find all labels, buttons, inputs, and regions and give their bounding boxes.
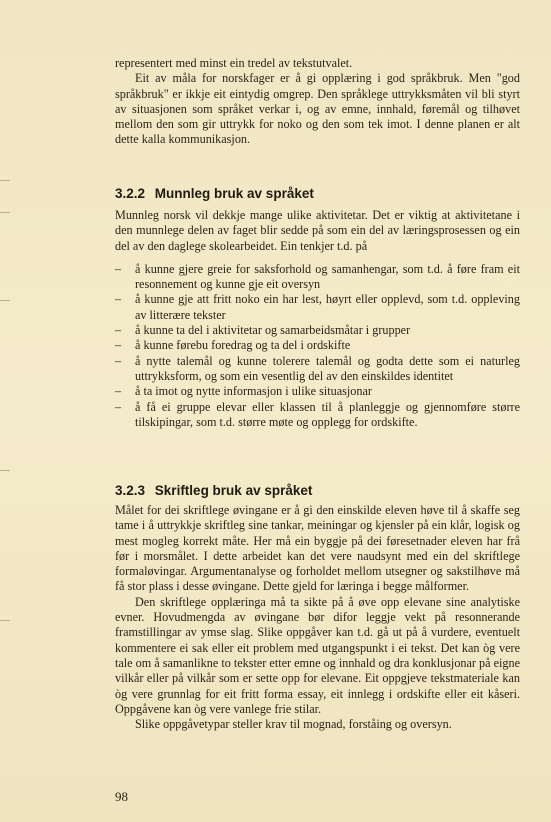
intro-text xyxy=(115,56,520,148)
section-heading-written xyxy=(115,483,312,499)
margin-mark xyxy=(0,300,10,301)
list-item: – å kunne gjere greie for saksforhold og samanhengar, som t.d. å føre fram eit resonnement og kunne gje eit oversyn xyxy=(115,262,520,293)
list-item: – å nytte talemål og kunne tolerere talemål og godta dette som ei naturleg uttrykksform, og som ein vesentlig del av den einskildes identitet xyxy=(115,354,520,385)
paragraph: Målet for dei skriftlege øvingane er å gi den einskilde eleven høve til å skaffe seg tame i å uttrykkje skriftleg sine tankar, meiningar og kjensler på ein klår, logisk og mest mogleg korrekt måte. Her må ein byggje på dei føresetnader eleven har frå før i morsmålet. I dette arbeidet kan det vere naudsynt med ein del skriftlege formaløvingar. Argumentanalyse og forholdet mellom utsegner og sakstilhøve må få stor plass i desse øvingane. Dette gjeld for læringa i begge målformer. xyxy=(115,503,520,594)
section-written-body xyxy=(115,503,520,732)
activity-list xyxy=(115,262,520,430)
section-number: 3.2.2 xyxy=(115,186,146,201)
list-item: – å ta imot og nytte informasjon i ulike situasjonar xyxy=(115,384,520,399)
intro-line: representert med minst ein tredel av tekstutvalet. xyxy=(115,56,353,70)
section-heading-oral xyxy=(115,186,314,202)
margin-mark xyxy=(0,212,10,213)
section-title: Munnleg bruk av språket xyxy=(154,186,314,201)
list-item: – å få ei gruppe elevar eller klassen til å planleggje og gjennomføre større tilskipingar, som t.d. større møte og opplegg for ordskifte. xyxy=(115,400,520,431)
page-number: 98 xyxy=(115,789,128,804)
paragraph: Den skriftlege opplæringa må ta sikte på å øve opp elevane sine analytiske evner. Hovudmengda av øvingane bør difor leggje vekt på resonnerande framstillingar av ymse slag. Slike oppgåver kan t.d. gå ut på å vurdere, eventuelt kommentere ei sak eller eit problem med utgangspunkt i ei tekst. Det kan òg vere tale om å samanlikne to tekster etter emne og innhald og dra konklusjonar på eigne vilkår eller på vilkår som er sette opp for elevane. Eit oppgjeve tekstmateriale kan òg vere grunnlag for eit fritt forma essay, eit innlegg i ordskifte eller eit kåseri. Oppgåvene kan òg vere vanlege frie stilar. xyxy=(115,594,520,716)
section-title: Skriftleg bruk av språket xyxy=(154,483,313,498)
section-number: 3.2.3 xyxy=(115,483,146,498)
list-item: – å kunne førebu foredrag og ta del i ordskifte xyxy=(115,338,520,353)
section-oral-body xyxy=(115,208,520,430)
list-item: – å kunne gje att fritt noko ein har lest, høyrt eller opplevd, som t.d. oppleving av litterære tekster xyxy=(115,292,520,323)
paragraph: Slike oppgåvetypar steller krav til mognad, forståing og oversyn. xyxy=(135,717,452,732)
margin-mark xyxy=(0,470,10,471)
list-item: – å kunne ta del i aktivitetar og samarbeidsmåtar i grupper xyxy=(115,323,520,338)
intro-paragraph: Eit av måla for norskfager er å gi opplæring i god språkbruk. Men "god språkbruk" er ikkje eit eintydig omgrep. Den språklege uttrykksmåten vil bli styrt av situasjonen som språket verkar i, og av emne, innhald, føremål og tilhøvet mellom den som gir uttrykk for noko og den som tek imot. I denne planen er alt dette kalla kommunikasjon. xyxy=(115,71,520,147)
margin-mark xyxy=(0,620,10,621)
section-intro: Munnleg norsk vil dekkje mange ulike aktivitetar. Det er viktig at aktivitetane i den munnlege delen av faget blir sedde på som ein del av læringsprosessen og ein del av den daglege skolearbeidet. Ein tenkjer t.d. på xyxy=(115,208,520,253)
margin-mark xyxy=(0,180,10,181)
